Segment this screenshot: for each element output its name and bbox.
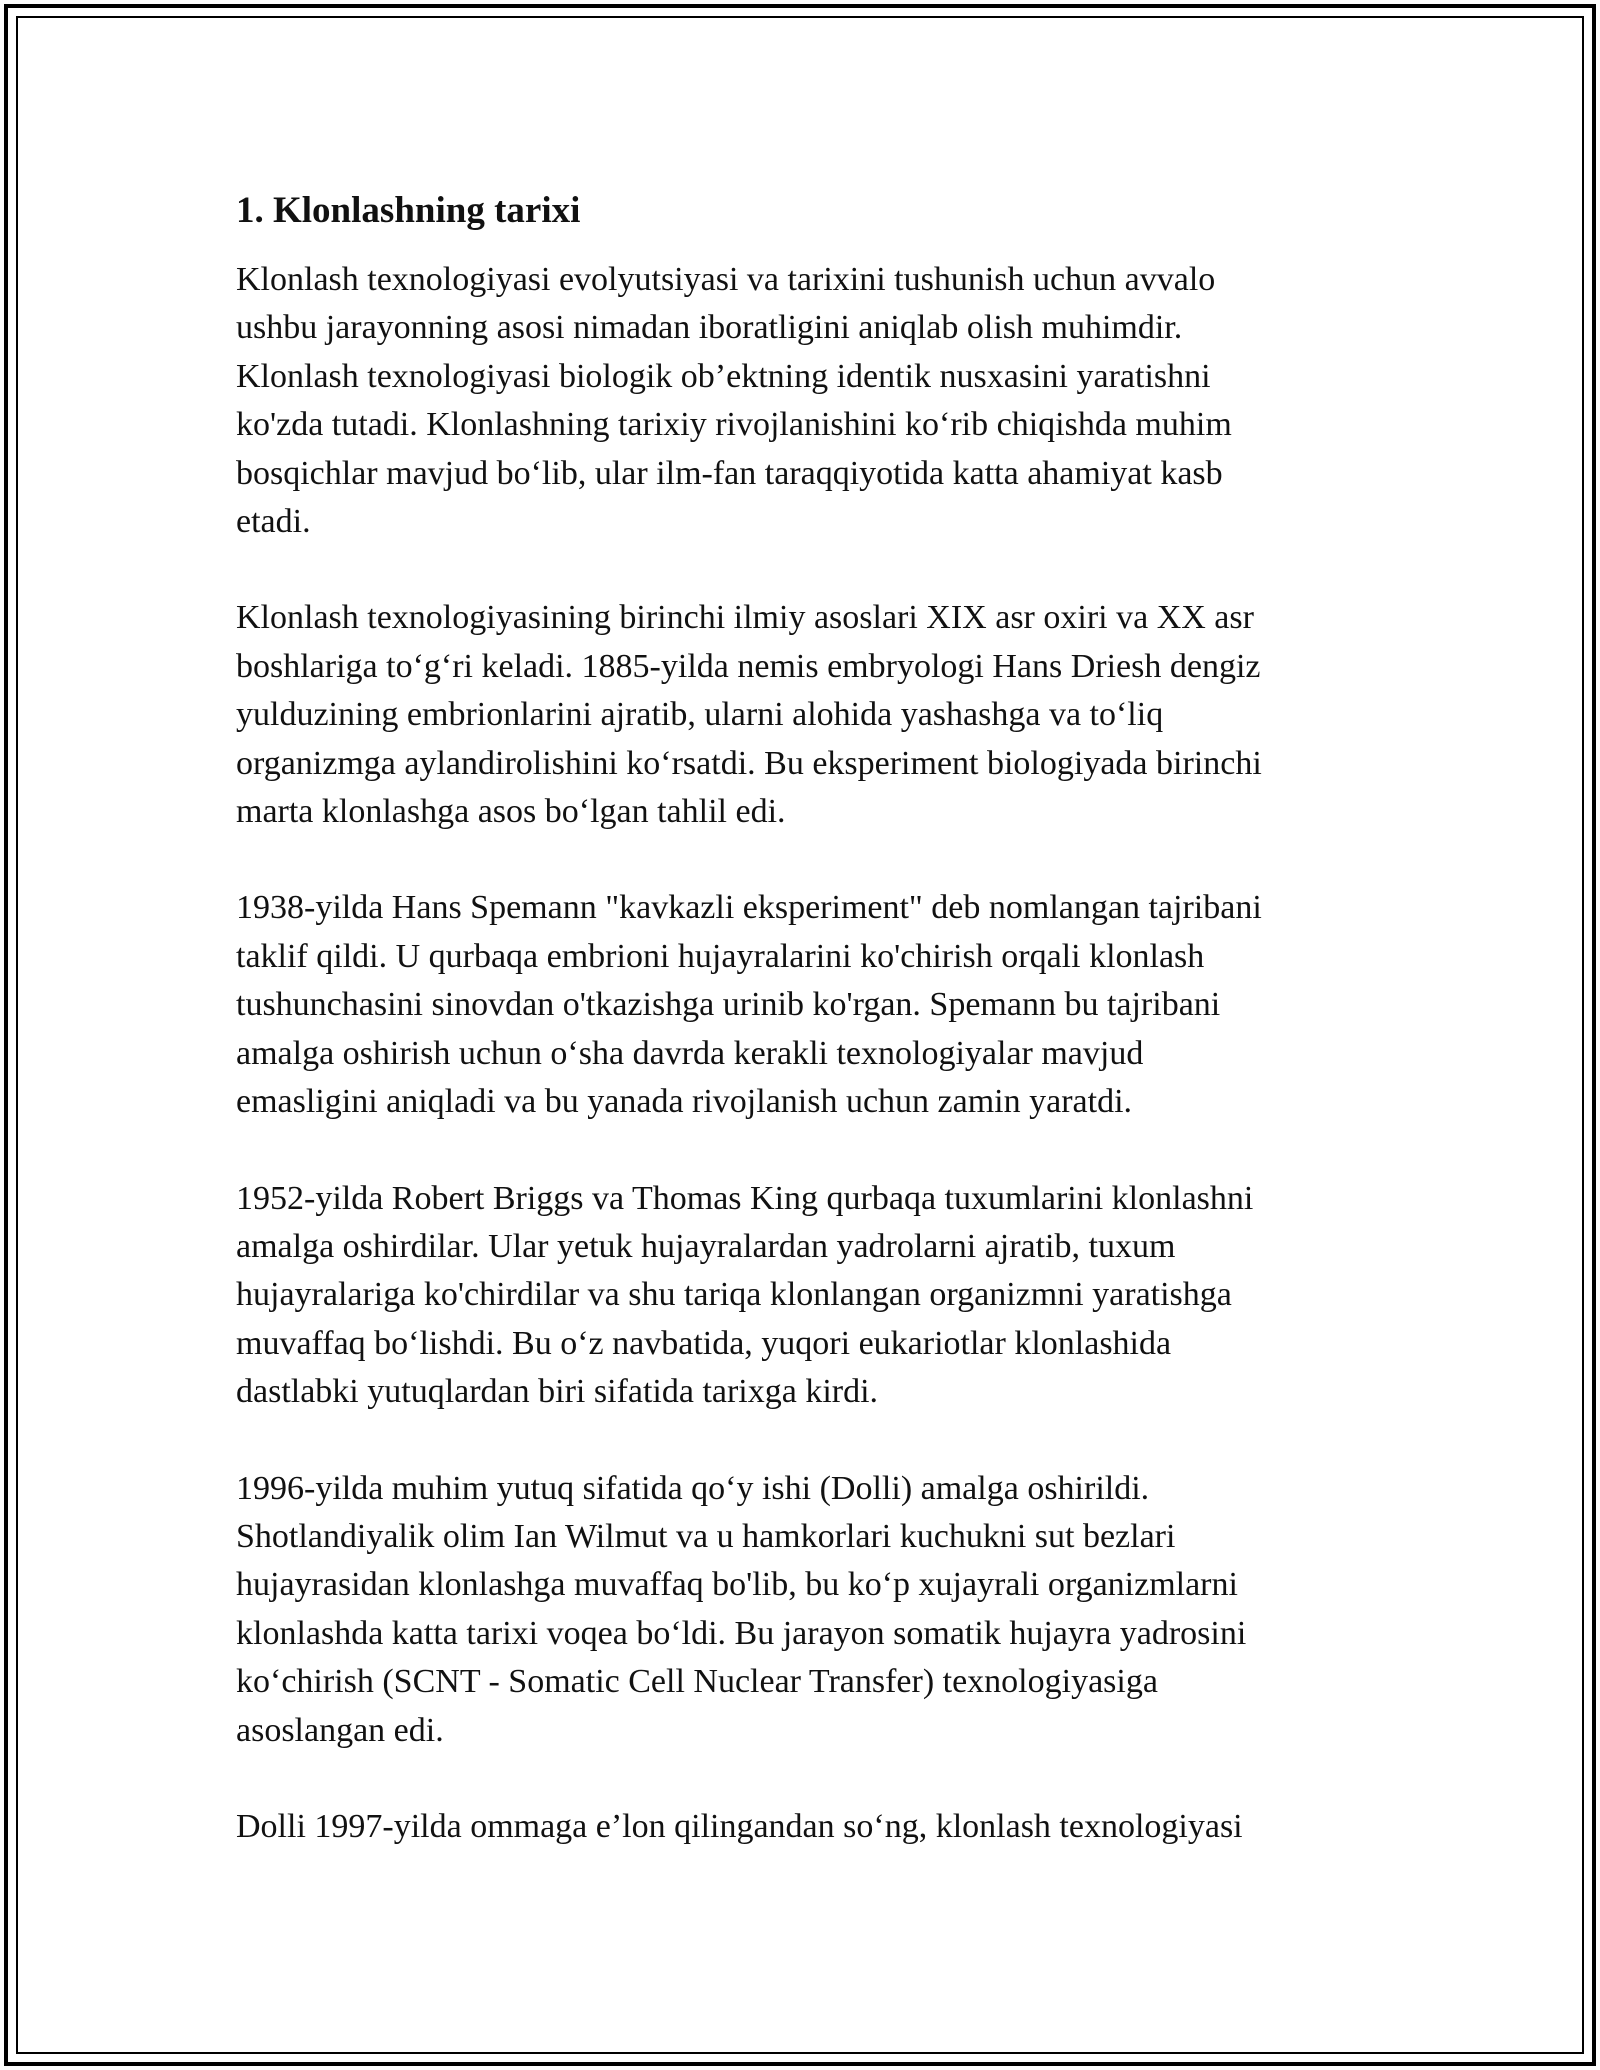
paragraph-intro bbox=[236, 256, 1366, 546]
paragraph-spemann bbox=[236, 884, 1366, 1126]
text-line: ko‘chirish (SCNT - Somatic Cell Nuclear Transfer) texnologiyasiga bbox=[236, 1663, 1158, 1701]
text-line: Klonlash texnologiyasi biologik ob’ektning identik nusxasini yaratishni bbox=[236, 357, 1211, 395]
text-line: tushunchasini sinovdan o'tkazishga urinib ko'rgan. Spemann bu tajribani bbox=[236, 986, 1221, 1024]
text-line: Dolli 1997-yilda ommaga e’lon qilingandan so‘ng, klonlash texnologiyasi bbox=[236, 1807, 1243, 1845]
text-line: ushbu jarayonning asosi nimadan iboratligini aniqlab olish muhimdir. bbox=[236, 309, 1183, 347]
text-line: 1996-yilda muhim yutuq sifatida qo‘y ishi (Dolli) amalga oshirildi. bbox=[236, 1469, 1150, 1507]
section-heading: 1. Klonlashning tarixi bbox=[236, 190, 581, 231]
text-line: amalga oshirdilar. Ular yetuk hujayralardan yadrolarni ajratib, tuxum bbox=[236, 1227, 1176, 1265]
text-line: asoslangan edi. bbox=[236, 1711, 444, 1749]
text-line: yulduzining embrionlarini ajratib, ularni alohida yashashga va to‘liq bbox=[236, 696, 1164, 734]
text-line: taklif qildi. U qurbaqa embrioni hujayralarini ko'chirish orqali klonlash bbox=[236, 937, 1205, 975]
paragraph-dolly bbox=[236, 1465, 1366, 1755]
text-line: amalga oshirish uchun o‘sha davrda kerakli texnologiyalar mavjud bbox=[236, 1034, 1144, 1072]
text-line: Klonlash texnologiyasining birinchi ilmiy asoslari XIX asr oxiri va XX asr bbox=[236, 599, 1254, 637]
text-line: organizmga aylandirolishini ko‘rsatdi. Bu eksperiment biologiyada birinchi bbox=[236, 744, 1262, 782]
text-line: ko'zda tutadi. Klonlashning tarixiy rivojlanishini ko‘rib chiqishda muhim bbox=[236, 406, 1232, 444]
text-line: hujayrasidan klonlashga muvaffaq bo'lib, bu ko‘p xujayrali organizmlarni bbox=[236, 1566, 1238, 1604]
text-line: Klonlash texnologiyasi evolyutsiyasi va tarixini tushunish uchun avvalo bbox=[236, 261, 1216, 298]
paragraph-driesh bbox=[236, 594, 1366, 836]
text-line: boshlariga to‘g‘ri keladi. 1885-yilda nemis embryologi Hans Driesh dengiz bbox=[236, 647, 1261, 685]
text-line: 1952-yilda Robert Briggs va Thomas King qurbaqa tuxumlarini klonlashni bbox=[236, 1179, 1254, 1217]
text-line: muvaffaq bo‘lishdi. Bu o‘z navbatida, yuqori eukariotlar klonlashida bbox=[236, 1324, 1172, 1362]
text-line: marta klonlashga asos bo‘lgan tahlil edi. bbox=[236, 793, 786, 831]
text-line: klonlashda katta tarixi voqea bo‘ldi. Bu jarayon somatik hujayra yadrosini bbox=[236, 1614, 1247, 1652]
text-line: 1938-yilda Hans Spemann "kavkazli eksperiment" deb nomlangan tajribani bbox=[236, 889, 1262, 927]
text-line: etadi. bbox=[236, 503, 311, 541]
paragraph-briggs-king bbox=[236, 1175, 1366, 1417]
text-line: bosqichlar mavjud bo‘lib, ular ilm-fan taraqqiyotida katta ahamiyat kasb bbox=[236, 454, 1223, 492]
paragraph-dolly-1997 bbox=[236, 1803, 1366, 1851]
text-line: emasligini aniqladi va bu yanada rivojlanish uchun zamin yaratdi. bbox=[236, 1083, 1133, 1121]
text-line: dastlabki yutuqlardan biri sifatida tarixga kirdi. bbox=[236, 1373, 879, 1411]
document-body bbox=[236, 187, 1366, 1899]
text-line: hujayralariga ko'chirdilar va shu tariqa klonlangan organizmni yaratishga bbox=[236, 1276, 1232, 1314]
text-line: Shotlandiyalik olim Ian Wilmut va u hamkorlari kuchukni sut bezlari bbox=[236, 1517, 1176, 1555]
